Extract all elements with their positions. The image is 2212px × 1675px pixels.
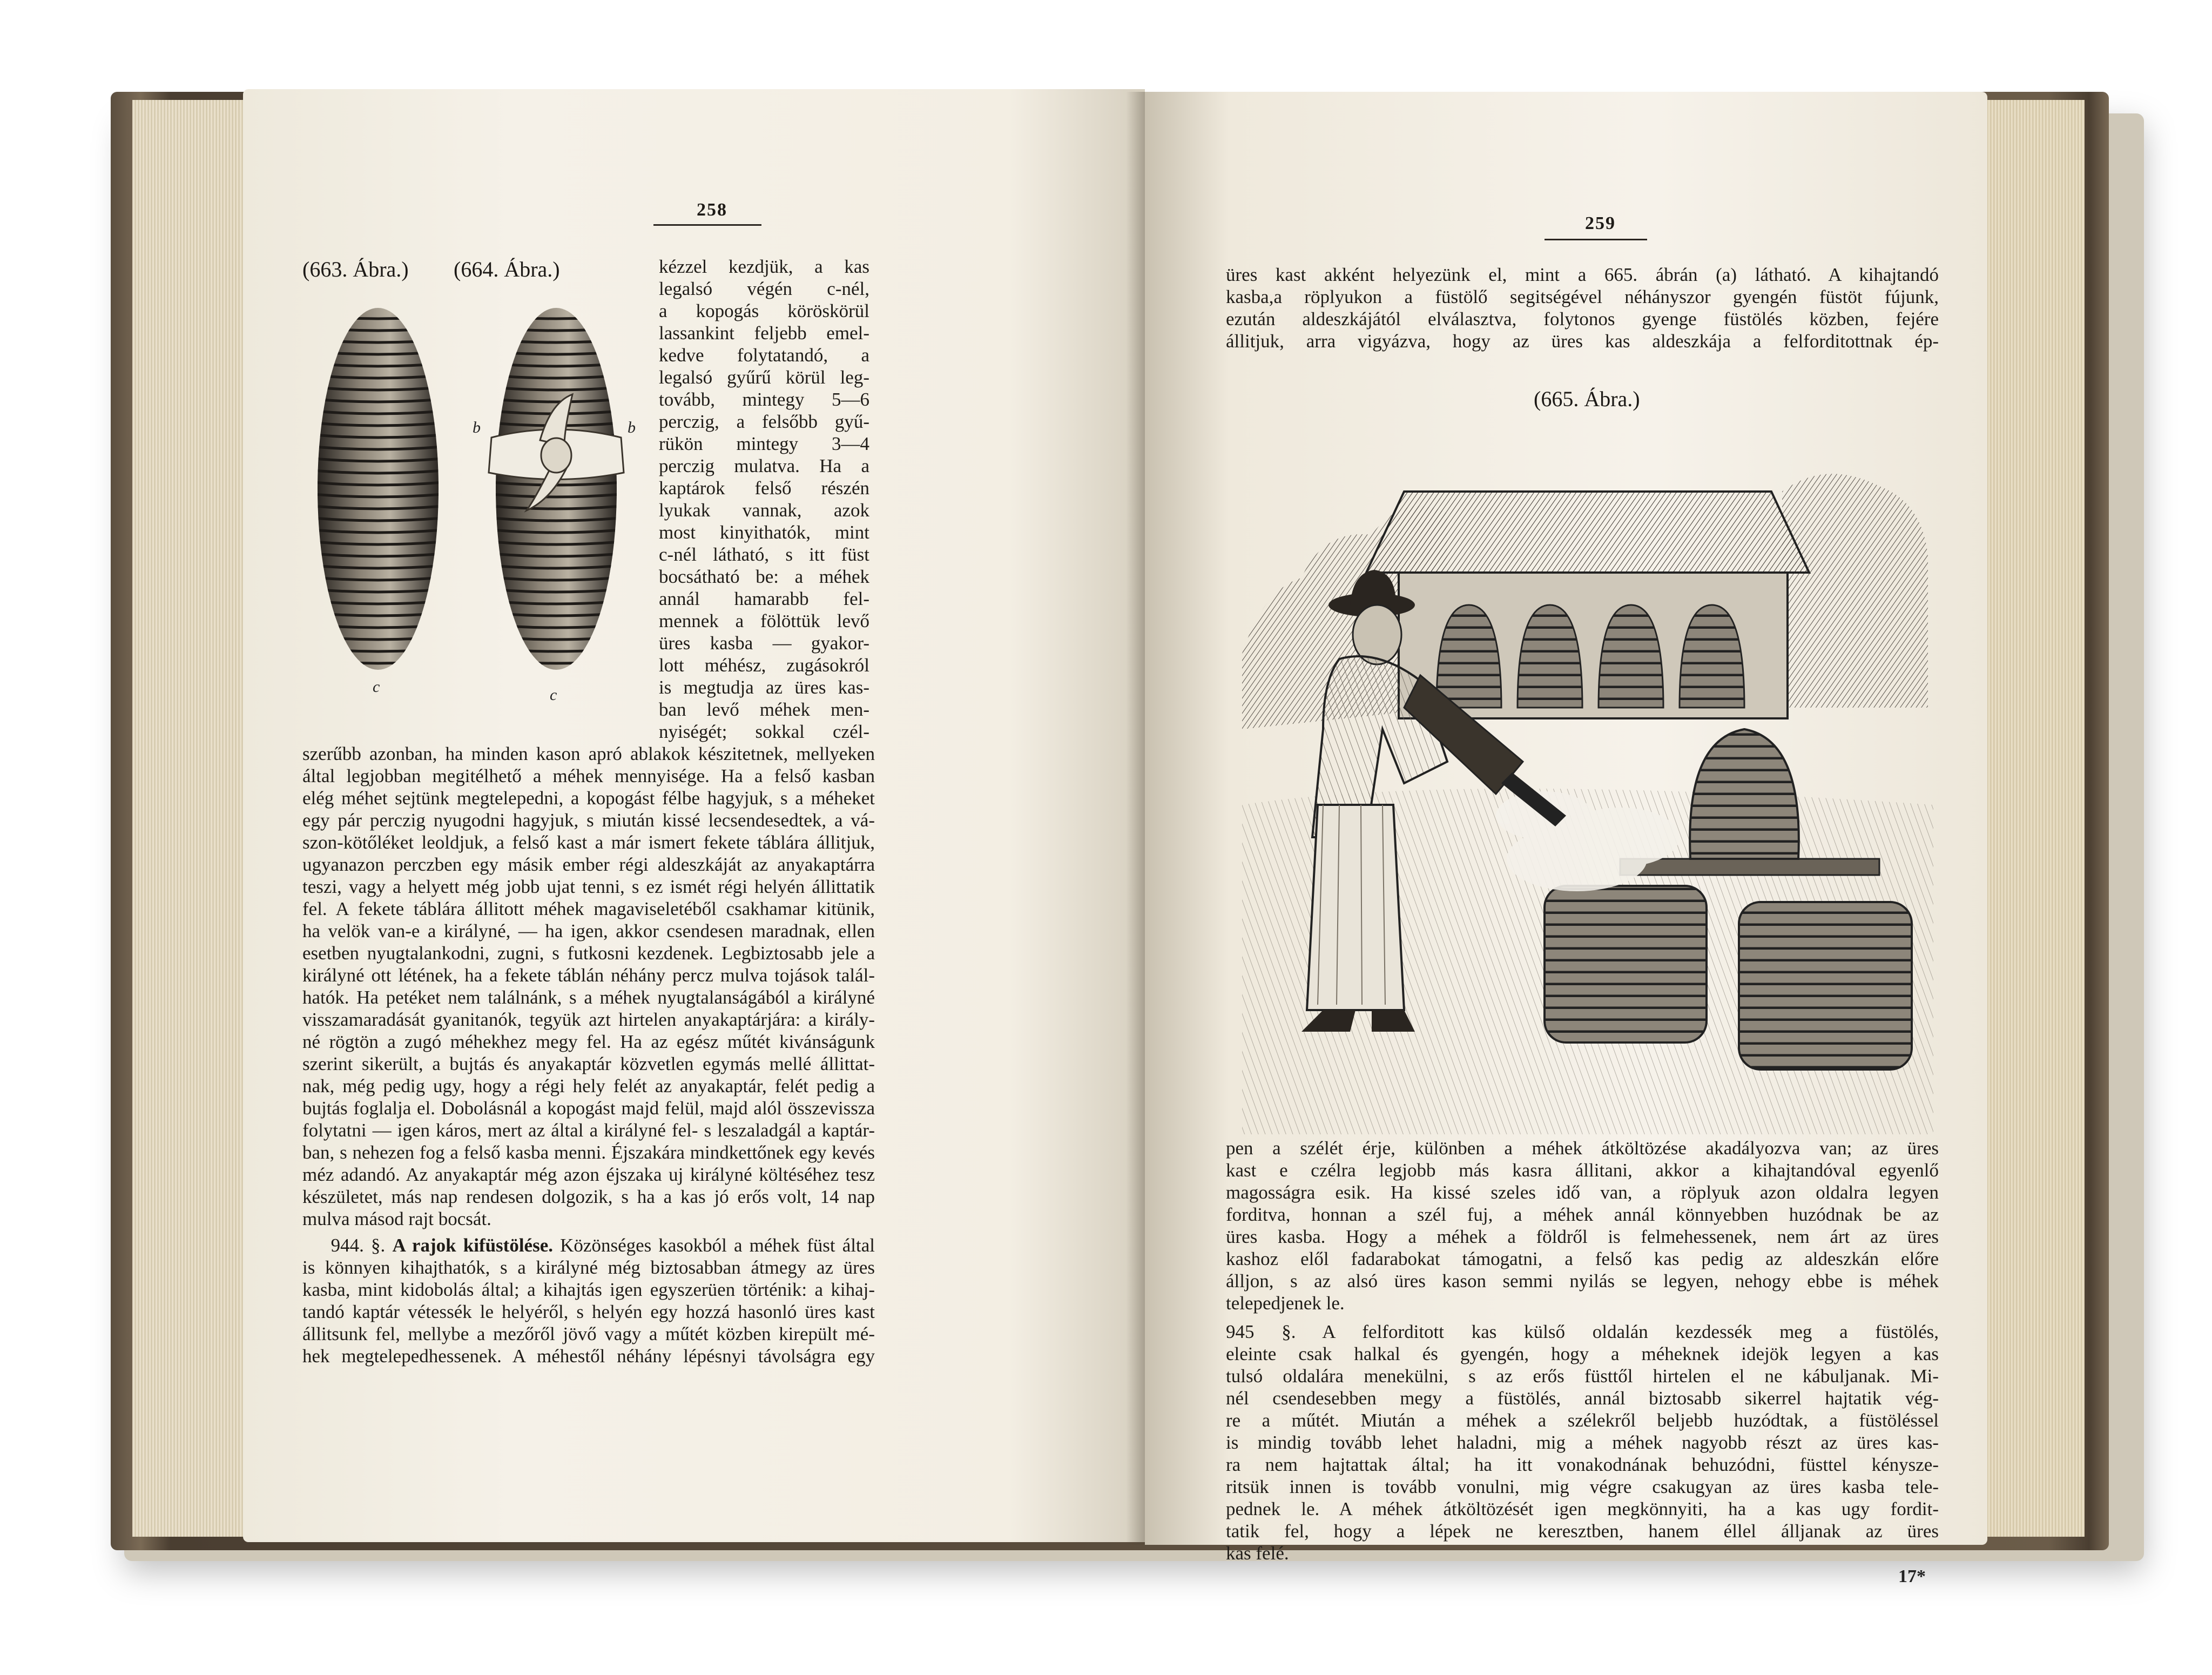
text-line: folytatni — igen káros, mert az által a királyné fel- s leszaladgál a kaptár- — [302, 1120, 875, 1141]
text-line: mulva másod rajt bocsát. — [302, 1208, 491, 1229]
text-line: fel. A fekete táblára állitott méhek magaviseletéből csakhamar kitünik, — [302, 898, 875, 919]
figure-letter-b-right: b — [628, 419, 636, 436]
text-line: lassankint feljebb emel- — [659, 322, 869, 344]
section-944 — [302, 1234, 875, 1367]
text-line: méz adandó. Az anyakaptár még azon éjszaka uj királyné költéséhez tesz — [302, 1164, 875, 1185]
figure-letter-c-664: c — [550, 686, 557, 704]
text-line: legalsó végén c-nél, — [659, 278, 869, 299]
text-line: c-nél látható, s itt füst — [659, 544, 869, 565]
text-line: lott méhész, zugásokról — [659, 655, 869, 676]
text-line: forditva, honnan a szél fuj, a méhek annál könnyebben huzódnak be az — [1226, 1204, 1939, 1225]
header-rule — [653, 224, 761, 226]
figure-665-caption: (665. Ábra.) — [1534, 387, 1640, 411]
text-line: hatók. Ha petéket nem találnánk, s a méhek nyugtalanságából a királyné — [302, 987, 875, 1008]
text-line: bocsátható be: a méhek — [659, 566, 869, 587]
text-line: ban, s nehezen fog a felső kasba menni. Éjszakára mindkettőnek egy kevés — [302, 1142, 875, 1163]
text-line: szerűbb azonban, ha minden kason apró ablakok készitetnek, mellyeken — [302, 743, 875, 764]
text-line: esetben nyugtalankodni, zugni, s futkosni kezdenek. Legbiztosabb jele a — [302, 943, 875, 964]
beekeeper-engraving — [1242, 427, 1933, 1134]
text-line: pen a szélét érje, különben a méhek átköltözése akadályozva van; az üres — [1226, 1138, 1939, 1159]
text-line: magosságra esik. Ha kissé szeles idő van, a röplyuk azon oldalra legyen — [1226, 1182, 1939, 1203]
text-line: teszi, vagy a helyett még jobb ujat tenni, s ez ismét régi helyén állittatik — [302, 876, 875, 897]
text-line: is megtudja az üres kas- — [659, 677, 869, 698]
text-line: üres kast akként helyezünk el, mint a 665. ábrán (a) látható. A kihajtandó — [1226, 264, 1939, 285]
text-line: ra nem hajtattak által; ha itt vonakodnának behuzódni, füsttel kénysze- — [1226, 1454, 1939, 1475]
text-line: pednek le. A méhek átköltözését igen megkönnyiti, ha a kas ugy fordit- — [1226, 1498, 1939, 1519]
right-mid-text — [1226, 1137, 1939, 1314]
text-line: ban levő méhek men- — [659, 699, 869, 720]
text-line: visszamaradását gyanitanók, tegyük azt hirtelen anyakaptárjára: a király- — [302, 1009, 875, 1030]
text-line: né rögtön a zugó méhekhez megy fel. Ha az egész műtét kivánságunk — [302, 1031, 875, 1052]
figure-663-caption: (663. Ábra.) — [302, 257, 409, 281]
left-page — [243, 89, 1145, 1542]
text-line: perczig mulatva. Ha a — [659, 455, 869, 476]
text-line: is mindig tovább lehet haladni, mig a méhek nagyobb részt az üres kas- — [1226, 1432, 1939, 1453]
left-body-text — [302, 743, 875, 1230]
text-line: kasba, mint kidobolás által; a kihajtás igen egyszerüen történik: a kihaj- — [302, 1279, 875, 1300]
text-line: perczig, a felsőbb gyű- — [659, 411, 869, 432]
text-line: bujtás foglalja el. Dobolásnál a kopogást majd felül, majd alól összevissza — [302, 1098, 875, 1119]
text-line: szon-kötőléket leoldjuk, a felső kast a már ismert fekete táblára állitjuk, — [302, 832, 875, 853]
text-line: nyiségét; sokkal czél- — [659, 721, 869, 742]
page-number: 258 — [697, 200, 727, 220]
text-line: kas felé. — [1226, 1543, 1289, 1564]
figure-letter-c: c — [373, 678, 380, 696]
text-line: rükön mintegy 3—4 — [659, 433, 869, 454]
section-first-line-rest: Közönséges kasokból a méhek füst által — [560, 1235, 875, 1256]
text-line: nak, még pedig ugy, hogy a régi hely felét az anyakaptár, felét pedig a — [302, 1075, 875, 1097]
text-line: készületet, más nap rendesen dolgozik, s ha a kas jó erős volt, 14 nap — [302, 1186, 875, 1207]
text-line: kasba,a röplyukon a füstölő segitségével néhányszor gyengén füstöt fújunk, — [1226, 286, 1939, 307]
figure-664-caption: (664. Ábra.) — [454, 257, 560, 281]
text-line: által legjobban megitélhető a méhek mennyisége. Ha a felső kasban — [302, 765, 875, 786]
text-line: annál hamarabb fel- — [659, 588, 869, 609]
header-rule — [1545, 239, 1647, 240]
text-line: ha velök van-e a királyné, — ha igen, akkor csendesen maradnak, ellen — [302, 920, 875, 941]
text-line: álljon, s az alsó üres kason semmi nyilás se legyen, nehogy ebbe is méhek — [1226, 1270, 1939, 1291]
text-line: ezután aldeszkájától elválasztva, folytonos gyenge füstölés közben, fejére — [1226, 308, 1939, 329]
text-line: kast e czélra legjobb más kasra állitani, akkor a kihajtandóval egyenlő — [1226, 1160, 1939, 1181]
right-top-text — [1226, 264, 1939, 352]
text-line: állitsunk fel, mellybe a mezőről jövő vagy a műtét közben kirepült mé- — [302, 1323, 875, 1344]
text-line: nél csendesebben megy a füstölés, annál biztosabb sikerrel hajtatik vég- — [1226, 1388, 1939, 1409]
text-line: ugyanazon perczben egy másik ember régi aldeszkáját az anyakaptárra — [302, 854, 875, 875]
text-line: tandó kaptár vétessék le helyéről, s helyén egy hozzá hasonló üres kast — [302, 1301, 875, 1322]
text-line: elég méhet sejtünk megtelepedni, a kopogást félbe hagyjuk, s a méheket — [302, 788, 875, 809]
text-line: legalsó gyűrű körül leg- — [659, 367, 869, 388]
skep-663-illustration — [313, 305, 443, 678]
text-line: egy pár perczig nyugodni hagyjuk, s miután kissé lecsendesedtek, a vá- — [302, 810, 875, 831]
right-page — [1145, 92, 1987, 1586]
section-heading: A rajok kifüstölése. — [392, 1235, 553, 1256]
text-line: eleinte csak halkal és gyengén, hogy a méheknek idejök legyen a kas — [1226, 1343, 1939, 1364]
page-number: 259 — [1585, 213, 1616, 233]
text-line: hek megtelepedhessenek. A méhestől néhány lépésnyi távolságra egy — [302, 1346, 875, 1367]
signature-mark: 17* — [1898, 1566, 1926, 1586]
text-line: 945 §. A felforditott kas külső oldalán kezdessék meg a füstölés, — [1226, 1321, 1939, 1342]
section-number: 944. §. — [331, 1235, 386, 1256]
text-line: a kopogás köröskörül — [659, 300, 869, 321]
text-line: is könnyen kihajthatók, s a királyné még biztosabban átmegy az üres — [302, 1257, 875, 1278]
text-line: kashoz elől fadarabokat támogatni, a felső kas pedig az aldeszkán előre — [1226, 1248, 1939, 1269]
text-line: szerint sikerült, a bujtás és anyakaptár közvetlen egymás mellé állittat- — [302, 1053, 875, 1074]
figure-side-column — [659, 255, 869, 743]
text-line: királyné ott létének, ha a fekete táblán néhány percz mulva tojások talál- — [302, 965, 875, 986]
text-line: re a műtét. Miután a méhek a szélekről beljebb huzódtak, a füstöléssel — [1226, 1410, 1939, 1431]
text-line: tatik fel, hogy a lépek ne keresztben, hanem éllel álljanak az üres — [1226, 1521, 1939, 1542]
text-line: telepedjenek le. — [1226, 1293, 1345, 1314]
text-line: lyukak vannak, azok — [659, 500, 869, 521]
section-945 — [1226, 1321, 1939, 1564]
text-line: mennek a fölöttük levő — [659, 610, 869, 631]
text-line: kézzel kezdjük, a kas — [659, 256, 869, 277]
text-line: tulsó oldalára menekülni, s az erős füsttől hirtelen el ne kábuljanak. Mi- — [1226, 1365, 1939, 1387]
text-line: most kinyithatók, mint — [659, 522, 869, 543]
page-edges-left — [132, 100, 246, 1537]
text-line: üres kasba — gyakor- — [659, 633, 869, 654]
text-line: kaptárok felső részén — [659, 477, 869, 499]
figure-letter-b-left: b — [473, 419, 481, 436]
text-line: üres kasba. Hogy a méhek a földről is felmehessenek, nem árt az üres — [1226, 1226, 1939, 1247]
text-line: ritsük innen is tovább vonulni, mig végre csakugyan az üres kasba tele- — [1226, 1476, 1939, 1497]
text-line: kedve folytatandó, a — [659, 345, 869, 366]
text-line: állitjuk, arra vigyázva, hogy az üres kas aldeszkája a felforditottnak ép- — [1226, 331, 1939, 352]
section-944-first-line — [302, 1234, 875, 1256]
skep-664-illustration — [470, 305, 643, 678]
text-line: tovább, mintegy 5—6 — [659, 389, 869, 410]
